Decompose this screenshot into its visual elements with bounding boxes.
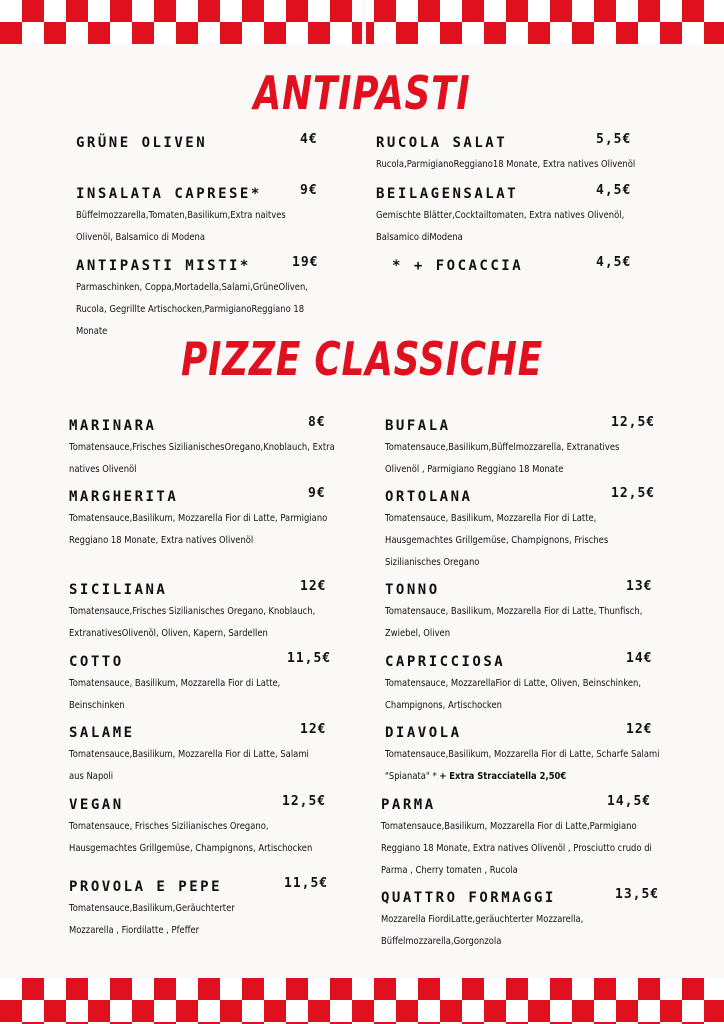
item-price: 9€	[300, 183, 318, 198]
item-price: 14€	[626, 651, 653, 666]
item-price: 12,5€	[611, 486, 656, 501]
item-price: 4,5€	[596, 255, 632, 270]
item-name: SICILIANA	[69, 582, 168, 598]
border-divider	[362, 0, 366, 44]
item-name: BUFALA	[385, 418, 451, 434]
item-price: 12,5€	[611, 415, 656, 430]
item-price: 8€	[308, 415, 326, 430]
item-name: * + FOCACCIA	[392, 258, 524, 274]
item-price: 12,5€	[282, 794, 327, 809]
item-name: COTTO	[69, 654, 124, 670]
item-price: 13,5€	[615, 887, 660, 902]
item-description: Tomatensauce, Basilikum, Mozzarella Fior di Latte, Hausgemachtes Grillgemüse, Champignons, Frisches Sizilianisches Oregano	[385, 513, 609, 568]
item-name: ORTOLANA	[385, 489, 473, 505]
item-description: Tomatensauce,Basilikum, Mozzarella Fior di Latte,Parmigiano Reggiano 18 Monate, Extra natives Olivenöl , Prosciutto crudo di Parma , Cherry tomaten , Rucola	[381, 821, 652, 876]
item-description: Parmaschinken, Coppa,Mortadella,Salami,GrüneOliven, Rucola, Gegrillte Artischocken,ParmigianoReggiano 18 Monate	[76, 282, 308, 337]
item-description: Tomatensauce,Basilikum, Mozzarella Fior di Latte, Salami aus Napoli	[69, 749, 309, 782]
item-description: Tomatensauce,Frisches Sizilianisches Oregano, Knoblauch, ExtranativesOlivenöl, Oliven, Kapern, Sardellen	[69, 606, 316, 639]
item-name: PARMA	[381, 797, 436, 813]
menu-item	[376, 183, 636, 249]
menu-item	[69, 415, 399, 481]
item-price: 4,5€	[596, 183, 632, 198]
menu-item	[69, 794, 379, 860]
item-price: 13€	[626, 579, 653, 594]
item-price: 9€	[308, 486, 326, 501]
menu-item	[69, 579, 399, 645]
item-description: Tomatensauce, Basilikum, Mozzarella Fior di Latte, Beinschinken	[69, 678, 281, 711]
item-description: Tomatensauce,Basilikum,Geräuchterter Mozzarella , Fiordilatte , Pfeffer	[69, 903, 235, 936]
item-extra: + Extra Stracciatella 2,50€	[439, 771, 567, 782]
item-name: PROVOLA E PEPE	[69, 879, 223, 895]
menu-item	[69, 651, 359, 717]
item-name: MARGHERITA	[69, 489, 179, 505]
item-name: RUCOLA SALAT	[376, 135, 508, 151]
item-name: GRÜNE OLIVEN	[76, 135, 208, 151]
item-description: Tomatensauce, Frisches Sizilianisches Oregano, Hausgemachtes Grillgemüse, Champignons, Artischocken	[69, 821, 313, 854]
menu-item	[76, 132, 326, 154]
item-name: DIAVOLA	[385, 725, 462, 741]
checkered-border-bottom	[0, 978, 724, 1024]
item-name: QUATTRO FORMAGGI	[381, 890, 556, 906]
menu-item	[376, 132, 636, 176]
item-description: Rucola,ParmigianoReggiano18 Monate, Extra natives Olivenöl	[376, 159, 636, 170]
menu-item	[69, 486, 409, 552]
item-name: INSALATA CAPRESE*	[76, 186, 262, 202]
item-name: MARINARA	[69, 418, 157, 434]
item-price: 12€	[300, 579, 327, 594]
item-price: 4€	[300, 132, 318, 147]
section-title-pizze: PIZZE CLASSICHE	[181, 332, 543, 386]
item-name: CAPRICCIOSA	[385, 654, 506, 670]
menu-item	[385, 415, 705, 481]
item-description: Tomatensauce,Basilikum, Mozzarella Fior di Latte, Parmigiano Reggiano 18 Monate, Extra natives Olivenöl	[69, 513, 328, 546]
item-price: 19€	[292, 255, 319, 270]
item-name: VEGAN	[69, 797, 124, 813]
menu-item	[385, 651, 715, 717]
menu-item	[381, 794, 711, 882]
item-price: 11,5€	[287, 651, 332, 666]
menu-item	[392, 255, 636, 277]
section-title-antipasti: ANTIPASTI	[253, 66, 471, 120]
item-name: ANTIPASTI MISTI*	[76, 258, 251, 274]
item-description: Büffelmozzarella,Tomaten,Basilikum,Extra naitves Olivenöl, Balsamico di Modena	[76, 210, 286, 243]
item-price: 12€	[300, 722, 327, 737]
item-price: 14,5€	[607, 794, 652, 809]
item-description: Mozzarella FiordiLatte,geräuchterter Mozzarella, Büffelmozzarella,Gorgonzola	[381, 914, 584, 947]
item-price: 12€	[626, 722, 653, 737]
menu-item	[69, 876, 329, 942]
item-name: TONNO	[385, 582, 440, 598]
menu-item	[76, 255, 326, 343]
menu-item	[385, 486, 695, 574]
item-price: 11,5€	[284, 876, 329, 891]
item-description	[385, 744, 662, 788]
menu-item	[76, 183, 326, 249]
item-description: Tomatensauce,Basilikum,Büffelmozzarella, Extranatives Olivenöl , Parmigiano Reggiano 18 Monate	[385, 442, 620, 475]
item-name: BEILAGENSALAT	[376, 186, 519, 202]
item-description: Gemischte Blätter,Cocktailtomaten, Extra natives Olivenöl, Balsamico diModena	[376, 210, 625, 243]
menu-item	[385, 579, 715, 645]
item-description: Tomatensauce,Frisches SizilianischesOregano,Knoblauch, Extra natives Olivenöl	[69, 442, 335, 475]
menu-item	[69, 722, 359, 788]
item-description: Tomatensauce, MozzarellaFior di Latte, Oliven, Beinschinken, Champignons, Artischocken	[385, 678, 641, 711]
menu-item	[385, 722, 715, 788]
item-name: SALAME	[69, 725, 135, 741]
item-description-text: Tomatensauce,Basilikum, Mozzarella Fior di Latte, Scharfe Salami "Spianata" *	[385, 749, 660, 782]
menu-item	[381, 887, 660, 953]
item-price: 5,5€	[596, 132, 632, 147]
item-description: Tomatensauce, Basilikum, Mozzarella Fior di Latte, Thunfisch, Zwiebel, Oliven	[385, 606, 643, 639]
